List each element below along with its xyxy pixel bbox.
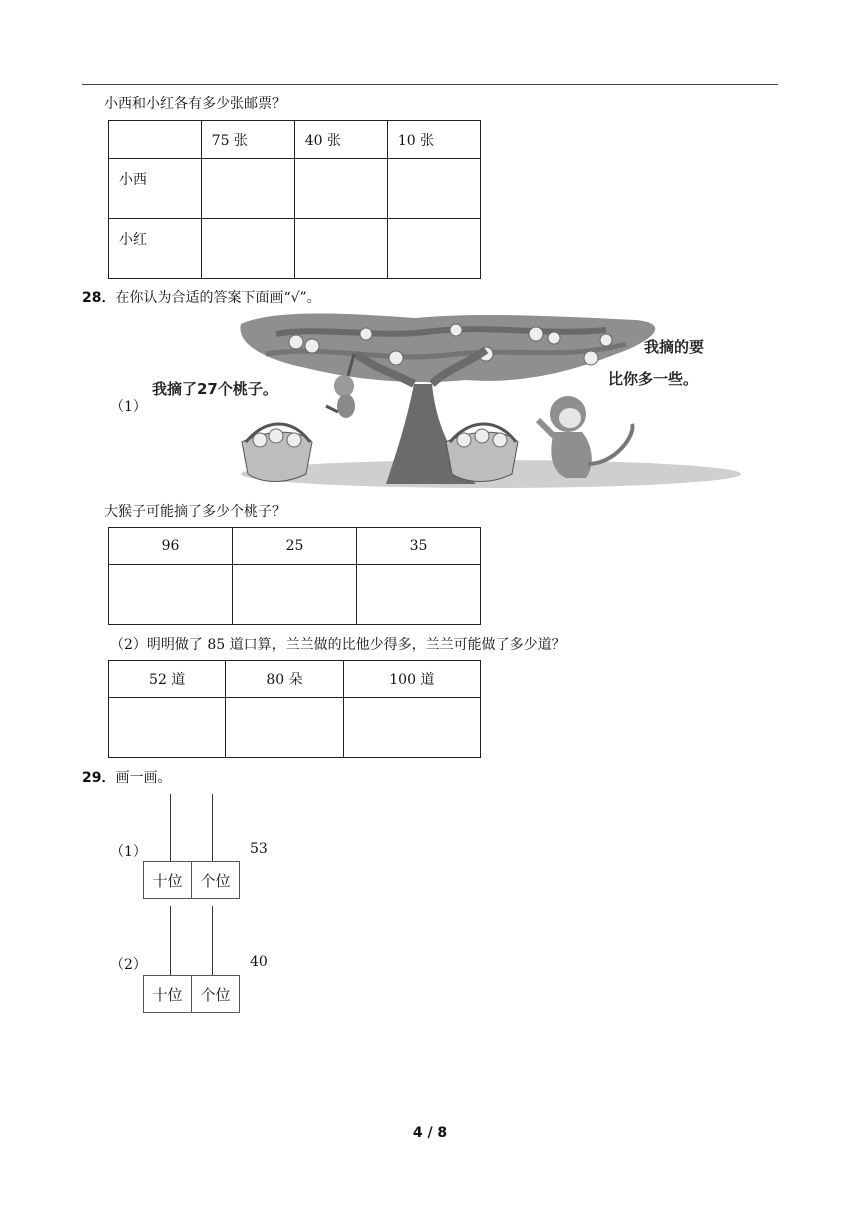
- ones-rod[interactable]: [212, 906, 213, 976]
- basket-right: [446, 424, 518, 482]
- answer-cell[interactable]: [294, 219, 387, 279]
- q29-number: 29．: [82, 770, 116, 786]
- answer-cell[interactable]: [233, 565, 357, 625]
- option-100: 100 道: [343, 661, 480, 698]
- answer-cell[interactable]: [201, 159, 294, 219]
- basket-left: [242, 424, 312, 482]
- option-25: 25: [233, 528, 357, 565]
- answer-cell[interactable]: [387, 219, 480, 279]
- q27-row-xiaoxi: 小西: [109, 159, 202, 219]
- answer-cell[interactable]: [109, 698, 226, 758]
- q29-title: 画一画。: [115, 770, 172, 786]
- option-96: 96: [109, 528, 233, 565]
- speech-right-2: 比你多一些。: [608, 370, 699, 388]
- abacus-40: [143, 906, 241, 1016]
- q28-part2-table: [108, 660, 481, 758]
- q28-heading: [82, 287, 321, 307]
- answer-cell[interactable]: [343, 698, 480, 758]
- q29-heading: [82, 767, 171, 787]
- answer-cell[interactable]: [294, 159, 387, 219]
- q28-number: 28．: [82, 290, 116, 306]
- q27-header-10: 10 张: [387, 121, 480, 159]
- speech-right-1: 我摘的要: [644, 338, 705, 356]
- q27-header-75: 75 张: [201, 121, 294, 159]
- answer-cell[interactable]: [387, 159, 480, 219]
- abacus-53: [143, 794, 241, 904]
- q27-header-40: 40 张: [294, 121, 387, 159]
- q27-row-xiaohong: 小红: [109, 219, 202, 279]
- q29-item2-label: （2）: [110, 957, 147, 973]
- answer-cell[interactable]: [357, 565, 481, 625]
- q27-table: [108, 120, 481, 279]
- ones-rod[interactable]: [212, 794, 213, 862]
- option-35: 35: [357, 528, 481, 565]
- place-value-box: [143, 975, 240, 1013]
- q28-title: 在你认为合适的答案下面画“√”。: [115, 290, 321, 306]
- tens-label: 十位: [152, 871, 183, 890]
- option-80: 80 朵: [226, 661, 343, 698]
- ones-label: 个位: [191, 976, 239, 1012]
- answer-cell[interactable]: [226, 698, 343, 758]
- q29-item1-label: （1）: [110, 844, 147, 860]
- q28-part2-question: （2）明明做了 85 道口算，兰兰做的比他少得多，兰兰可能做了多少道？: [110, 637, 566, 653]
- q27-header-empty: [109, 121, 202, 159]
- ones-label: 个位: [191, 862, 239, 898]
- tens-rod[interactable]: [170, 794, 171, 862]
- answer-cell[interactable]: [201, 219, 294, 279]
- speech-left: 我摘了27个桃子。: [152, 380, 278, 398]
- place-value-box: [143, 861, 240, 899]
- q28-part1-table: [108, 527, 481, 625]
- page-number: 4 / 8: [412, 1125, 448, 1141]
- tens-rod[interactable]: [170, 906, 171, 976]
- option-52: 52 道: [109, 661, 226, 698]
- answer-cell[interactable]: [109, 565, 233, 625]
- q29-item2-value: 40: [250, 954, 268, 970]
- monkey-peach-illustration: [152, 314, 746, 496]
- q29-item1-value: 53: [250, 841, 268, 857]
- header-rule: [82, 84, 778, 85]
- q28-part1-label: （1）: [110, 399, 147, 415]
- q27-prompt: 小西和小红各有多少张邮票？: [104, 96, 286, 112]
- tens-label: 十位: [152, 985, 183, 1004]
- q28-part1-question: 大猴子可能摘了多少个桃子？: [104, 504, 286, 520]
